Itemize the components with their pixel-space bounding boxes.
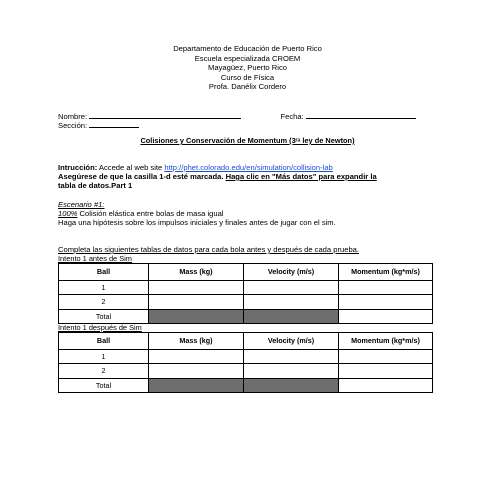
table-header-row — [59, 264, 433, 281]
header-line: Departamento de Educación de Puerto Rico — [173, 44, 322, 53]
col-momentum: Momentum (kg*m/s) — [339, 264, 433, 281]
intro-line-2 — [58, 172, 377, 181]
table2-label: Intento 1 después de Sim — [58, 323, 142, 332]
intro-click-text: Haga clic en "Más datos" para expandir la — [225, 172, 377, 181]
table-row — [59, 295, 433, 310]
scenario-hypothesis: Haga una hipótesis sobre los impulsos iniciales y finales antes de jugar con el sim. — [58, 218, 336, 227]
shaded-cell — [244, 378, 339, 393]
col-momentum: Momentum (kg*m/s) — [339, 333, 433, 350]
row-label: 1 — [59, 280, 149, 295]
intro-line — [58, 163, 333, 172]
table-row — [59, 349, 433, 364]
cell-input[interactable] — [149, 280, 244, 295]
cell-input[interactable] — [339, 309, 433, 324]
header-line: Curso de Física — [220, 72, 275, 82]
cell-input[interactable] — [339, 295, 433, 310]
col-ball: Ball — [59, 333, 149, 350]
cell-input[interactable] — [244, 280, 339, 295]
cell-input[interactable] — [244, 364, 339, 379]
table-header-row — [59, 333, 433, 350]
row-label: 2 — [59, 295, 149, 310]
scenario-heading: Escenario #1: — [58, 200, 105, 209]
section-blank[interactable] — [89, 120, 139, 128]
date-blank[interactable] — [306, 111, 416, 119]
scenario-desc-line — [58, 209, 224, 218]
section-label: Sección: — [58, 121, 88, 130]
cell-input[interactable] — [339, 364, 433, 379]
row-label: Total — [59, 309, 149, 324]
cell-input[interactable] — [244, 295, 339, 310]
shaded-cell — [149, 309, 244, 324]
cell-input[interactable] — [149, 364, 244, 379]
row-label: Total — [59, 378, 149, 393]
cell-input[interactable] — [149, 349, 244, 364]
col-velocity: Velocity (m/s) — [244, 264, 339, 281]
col-mass: Mass (kg) — [149, 333, 244, 350]
cell-input[interactable] — [149, 295, 244, 310]
intro-text: Accede al web site — [97, 163, 165, 172]
table-instructions: Completa las siguientes tablas de datos para cada bola antes y después de cada prueba. — [58, 245, 359, 254]
table-row — [59, 280, 433, 295]
col-mass: Mass (kg) — [149, 264, 244, 281]
phet-link[interactable]: http://phet.colorado.edu/en/simulation/collision-lab — [164, 163, 333, 172]
cell-input[interactable] — [339, 349, 433, 364]
data-table-after — [58, 332, 433, 393]
table-row — [59, 364, 433, 379]
intro-check-text: Asegúrese de que la casilla 1-d esté marcada. — [58, 172, 224, 181]
col-velocity: Velocity (m/s) — [244, 333, 339, 350]
name-label: Nombre: — [58, 112, 88, 121]
table-row-total — [59, 309, 433, 324]
cell-input[interactable] — [339, 280, 433, 295]
scenario-desc: Colisión elástica entre bolas de masa igual — [77, 209, 224, 218]
school-header — [0, 44, 495, 92]
scenario-percent: 100% — [58, 209, 78, 218]
header-line: Escuela especializada CROEM — [194, 53, 301, 63]
header-line: Mayagüez, Puerto Rico — [208, 63, 287, 73]
col-ball: Ball — [59, 264, 149, 281]
shaded-cell — [149, 378, 244, 393]
row-label: 1 — [59, 349, 149, 364]
shaded-cell — [244, 309, 339, 324]
row-label: 2 — [59, 364, 149, 379]
table1-label: Intento 1 antes de Sim — [58, 254, 132, 263]
cell-input[interactable] — [339, 378, 433, 393]
date-label: Fecha: — [280, 112, 304, 121]
header-line: Profa. Danélix Cordero — [208, 82, 287, 92]
section-row — [58, 120, 139, 130]
intro-line-3: tabla de datos.Part 1 — [58, 181, 133, 190]
data-table-before — [58, 263, 433, 324]
name-blank[interactable] — [89, 111, 241, 119]
intro-label: Intrucción: — [58, 163, 98, 172]
worksheet-title: Colisiones y Conservación de Momentum (3ʳᵃ ley de Newton) — [140, 136, 355, 145]
table-row-total — [59, 378, 433, 393]
cell-input[interactable] — [244, 349, 339, 364]
